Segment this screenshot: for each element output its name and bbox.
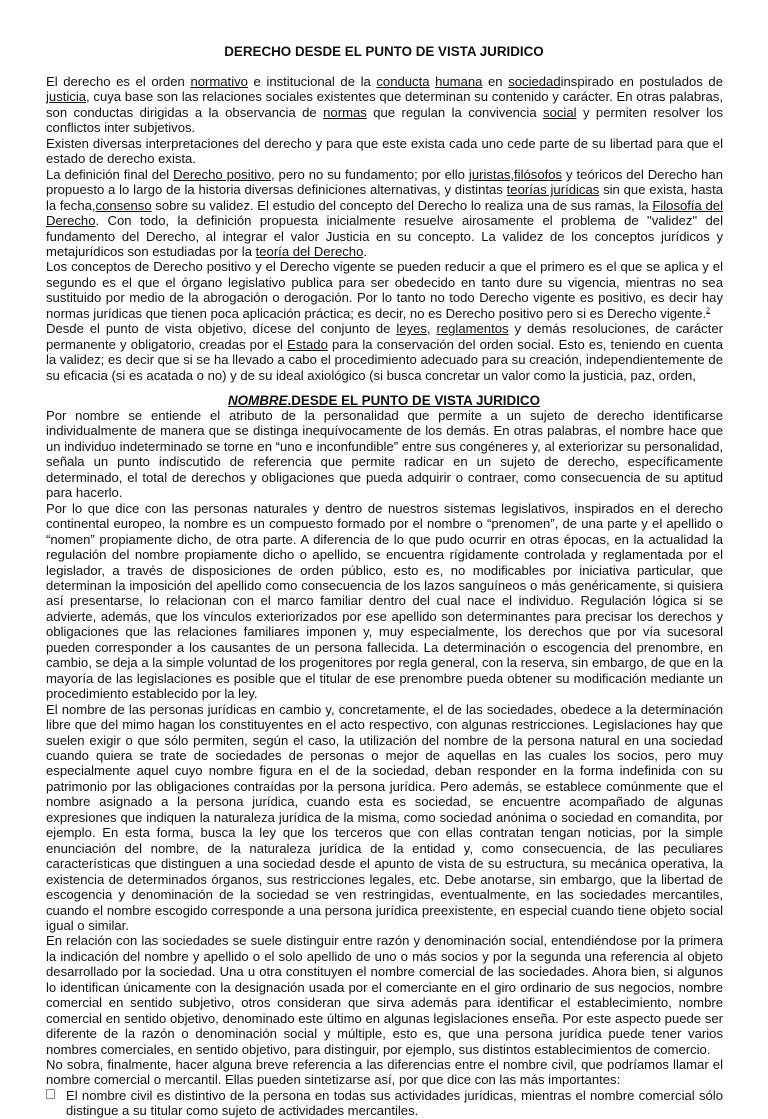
paragraph: Por nombre se entiende el atributo de la personalidad que permite a un sujeto de derecho identificarse individualmente de manera que se distinga inequívocamente de los demás. En otras palabras, el nombre hace que un individuo indeterminado se torne en “uno e inconfundible” entre sus congéneres y, al exteriorizar su personalidad, señala un punto indiscutido de referencia que permite radicar en un sujeto de derecho, específicamente determinado, el total de derechos y obligaciones que pueda adquirir o contraer, como consecuencia de su aptitud para hacerlo.: [46, 408, 723, 501]
link-humana[interactable]: humana: [435, 74, 483, 89]
paragraph: Existen diversas interpretaciones del derecho y para que este exista cada uno cede parte de su libertad para que el estado de derecho exista.: [46, 135, 723, 167]
paragraph: El nombre de las personas jurídicas en cambio y, concretamente, el de las sociedades, obedece a la determinación libre que del mimo hagan los constituyentes en el acto respectivo, con algunas restricciones. Legislaciones hay que suelen exigir o que sólo permiten, según el caso, la utilización del nombre de la persona natural en una sociedad cuando quiera se trate de sociedades de personas o mejor de aquellas en las cuales los socios, pero muy especialmente aquel cuyo nombre figura en el de la sociedad, deban responder en la forma indefinida con su patrimonio por las obligaciones contraídas por la persona jurídica. Pero además, se establece comúnmente que el nombre asignado a la persona jurídica, cuando esta es sociedad, se encuentre acompañado de algunas expresiones que indiquen la naturaleza jurídica de la misma, como sociedad anónima o sociedad en comandita, por ejemplo. En esta forma, busca la ley que los terceros que con ellas contratan tengan noticias, por la simple enunciación del nombre, de la naturaleza jurídica de la entidad y, como consecuencia, de las peculiares características que distinguen a una sociedad desde el apunto de vista de su estructura, su mecánica operativa, la existencia de determinados órganos, sus restricciones legales, etc. Debe anotarse, sin embargo, que la libertad de escogencia y denominación de la sociedad se ven restringidas, eventualmente, en las sociedades mercantiles, cuando el nombre escogido corresponde a una persona jurídica preexistente, en especial cuando tiene objeto social igual o similar.: [46, 701, 723, 933]
footnote-ref[interactable]: 2: [706, 307, 711, 315]
section-nombre-body: [46, 408, 723, 1119]
paragraph: El derecho es el orden normativo e institucional de la conducta humana en sociedadinspirado en postulados de justicia, cuya base son las relaciones sociales existentes que determinan su contenido y carácter. En otras palabras, son conductas dirigidas a la observancia de normas que regulan la convivencia social y permiten resolver los conflictos inter subjetivos.: [46, 74, 724, 136]
section-title-derecho: DERECHO DESDE EL PUNTO DE VISTA JURIDICO: [224, 44, 544, 59]
link-social[interactable]: social: [543, 104, 577, 120]
bullet-icon: [46, 1089, 55, 1099]
paragraph: No sobra, finalmente, hacer alguna breve referencia a las diferencias entre el nombre civil, que podríamos llamar el nombre comercial o mercantil. Ellas pueden sintetizarse así, por que dice con las más importantes:: [46, 1057, 723, 1088]
paragraph: Los conceptos de Derecho positivo y el Derecho vigente se pueden reducir a que el primero es el que se aplica y el segundo es el que el órgano legislativo publica para ser obedecido en tanto dure su vigencia, mientras no sea sustituido por medio de la abrogación o derogación. Por lo tanto no todo Derecho vigente es positivo, es decir hay normas jurídicas que tienen poca aplicación práctica; es decir, no es Derecho positivo pero si es Derecho vigente.$^2$: [46, 259, 723, 321]
link-sociedad[interactable]: sociedad: [508, 74, 561, 89]
section-title-nombre: NOMBRE.DESDE EL PUNTO DE VISTA JURIDICO: [228, 393, 540, 408]
link-teorias-juridicas[interactable]: teorías jurídicas: [506, 182, 600, 198]
link-filosofia-del-derecho[interactable]: Filosofía del Derecho: [46, 197, 723, 229]
link-estado[interactable]: Estado: [287, 336, 328, 352]
link-consenso[interactable]: consenso: [95, 197, 152, 213]
link-derecho-positivo[interactable]: Derecho positivo: [173, 166, 271, 182]
link-reglamentos[interactable]: reglamentos: [436, 321, 509, 337]
link-conducta[interactable]: conducta: [376, 74, 430, 89]
paragraph: Desde el punto de vista objetivo, dícese del conjunto de leyes, reglamentos y demás resoluciones, de carácter permanente y obligatorio, creadas por el Estado para la conservación del orden social. Esto es, teniendo en cuenta la validez; es decir que si se ha llevado a cabo el procedimiento adecuado para su creación, independientemente de su eficacia (si es acatada o no) y de su ideal axiológico (si busca concretar un valor como la justicia, paz, orden,: [46, 321, 724, 383]
link-normativo[interactable]: normativo: [190, 74, 248, 89]
link-filosofos[interactable]: filósofos: [514, 166, 563, 182]
link-justicia[interactable]: justicia: [46, 89, 87, 105]
link-teoria-del-derecho[interactable]: teoría del Derecho: [255, 243, 364, 259]
link-leyes[interactable]: leyes: [396, 321, 427, 337]
section-derecho-body: [46, 74, 723, 383]
paragraph: Por lo que dice con las personas naturales y dentro de nuestros sistemas legislativos, inspirados en el derecho continental europeo, la nombre es un compuesto formado por el nombre o “prenomen”, de una parte y el apellido o “nomen” propiamente dicho, de otra parte. A diferencia de lo que pudo ocurrir en otras épocas, en la actualidad la regulación del nombre propiamente dicho o apellido, se encuentra rígidamente controlada y reglamentada por el legislador, a través de disposiciones de orden público, esto es, no modificables por iniciativa particular, que determinan la imposición del apellido como consecuencia de los lazos sanguíneos o más genéricamente, si quisiera así presentarse, lo relacionan con el marco familiar dentro del cual nace el individuo. Regulación lógica si se advierte, además, que los vínculos exteriorizados por ese apellido son determinantes para precisar los derechos y obligaciones que las relaciones familiares imponen y, muy especialmente, los derechos que por vía sucesoral pueden corresponder a los causantes de un persona fallecida. La determinación o escogencia del prenombre, en cambio, se deja a la simple voluntad de los progenitores por regla general, con la reserva, sin embargo, de que en la mayoría de las legislaciones es posible que el titular de ese prenombre pueda obtener su modificación mediante un procedimiento establecido por la ley.: [46, 500, 723, 702]
link-juristas[interactable]: juristas: [468, 166, 511, 182]
paragraph: En relación con las sociedades se suele distinguir entre razón y denominación social, entendiéndose por la primera la indicación del nombre y apellido o el solo apellido de uno o más socios y por la segunda una referencia al objeto desarrollado por la sociedad. Una u otra constituyen el nombre comercial de las sociedades. Ahora bien, si algunos lo identifican únicamente con la designación usada por el comerciante en el giro ordinario de sus negocios, nombre comercial en sentido subjetivo, otros consideran que sirva además para identificar el establecimiento, nombre comercial en sentido objetivo, denominado este último en algunas legislaciones enseña. Por este aspecto puede ser diferente de la razón o denominación social y múltiple, esto es, que una persona jurídica puede tener varios nombres comerciales, en sentido objetivo, para distinguir, por ejemplo, sus distintos establecimientos de comercio.: [46, 933, 723, 1057]
paragraph: La definición final del Derecho positivo, pero no su fundamento; por ello juristas,filósofos y teóricos del Derecho han propuesto a lo largo de la historia diversas definiciones alternativas, y distintas teorías jurídicas sin que exista, hasta la fecha,consenso sobre su validez. El estudio del concepto del Derecho lo realiza una de sus ramas, la Filosofía del Derecho. Con todo, la definición propuesta inicialmente resuelve airosamente el problema de "validez" del fundamento del Derecho, al integrar el valor Justicia en su concepto. La validez de los conceptos jurídicos y metajurídicos son estudiadas por la teoría del Derecho.: [46, 166, 724, 259]
link-normas[interactable]: normas: [323, 104, 367, 120]
list-item: El nombre civil es distintivo de la persona en todas sus actividades jurídicas, mientras el nombre comercial sólo distingue a su titular como sujeto de actividades mercantiles.: [46, 1088, 723, 1119]
